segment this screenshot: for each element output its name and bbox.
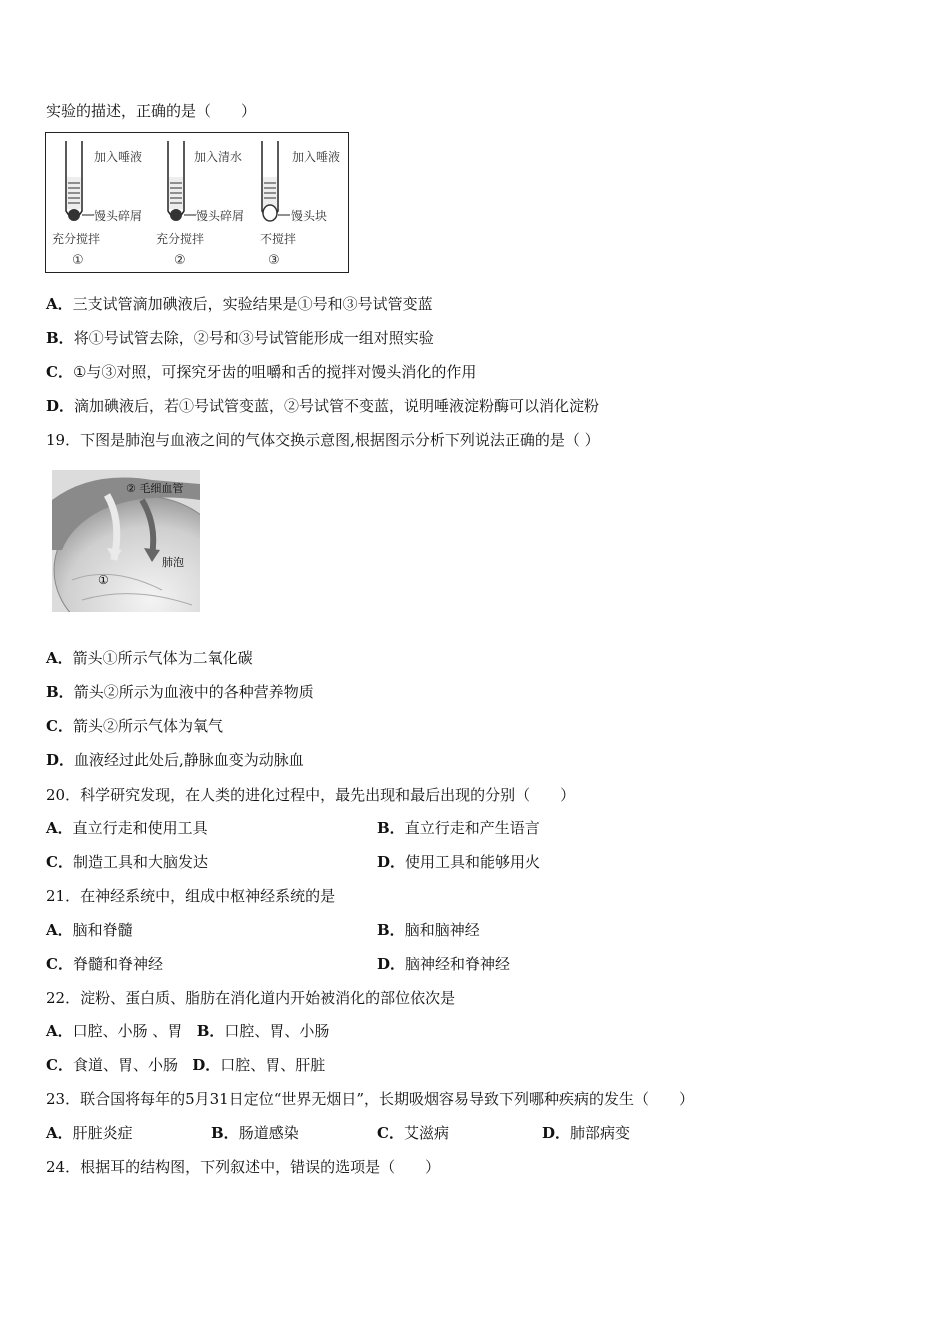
option-text: 肠道感染	[238, 1124, 299, 1142]
test-tube-1	[66, 141, 94, 221]
alveolus-diagram	[52, 470, 200, 612]
tube-2-stir-label: 充分搅拌	[156, 232, 205, 246]
option-text: 三支试管滴加碘液后，实验结果是①号和③号试管变蓝	[72, 295, 433, 313]
q22-option-d-text: 口腔、胃、肝脏	[220, 1056, 326, 1074]
option-label: C．	[377, 1124, 404, 1142]
option-text: 血液经过此处后,静脉血变为动脉血	[74, 751, 304, 769]
option-label: A．	[46, 921, 73, 939]
test-tube-2	[168, 141, 196, 221]
q21-option-c	[46, 954, 163, 974]
tube-3-number: ③	[268, 253, 280, 268]
q23-option-a	[46, 1123, 133, 1143]
test-tube-diagram	[46, 133, 348, 272]
q22-options-row-2	[46, 1055, 325, 1075]
q18-option-b	[46, 328, 434, 348]
tube-3-stir-label: 不搅拌	[260, 232, 297, 246]
q18-option-c	[46, 362, 476, 382]
option-text: 将①号试管去除，②号和③号试管能形成一组对照实验	[73, 329, 434, 347]
option-label: D．	[377, 853, 406, 871]
q23-option-d	[542, 1123, 630, 1143]
tube-2-bottom-label: 馒头碎屑	[196, 209, 245, 223]
q23-option-b	[211, 1123, 299, 1143]
tube-1-bottom-label: 馒头碎屑	[94, 209, 143, 223]
option-label: D．	[46, 751, 75, 769]
option-text: 肝脏炎症	[72, 1124, 133, 1142]
option-label: B．	[211, 1124, 239, 1142]
q22-option-a-text: 口腔、小肠 、胃	[72, 1022, 183, 1040]
option-label: B．	[46, 329, 74, 347]
option-label: B．	[377, 921, 405, 939]
q20-option-c	[46, 852, 208, 872]
question-22-stem: 22．淀粉、蛋白质、脂肪在消化道内开始被消化的部位依次是	[46, 989, 456, 1007]
q18-option-d	[46, 396, 599, 416]
question-24-stem: 24．根据耳的结构图，下列叙述中，错误的选项是（ ）	[46, 1158, 441, 1176]
option-text: 使用工具和能够用火	[405, 853, 541, 871]
q22-options-row-1	[46, 1021, 329, 1041]
q22-option-c-text: 食道、胃、小肠	[72, 1056, 178, 1074]
option-text: 脑和脑神经	[404, 921, 480, 939]
q20-option-a	[46, 818, 208, 838]
option-label: C．	[46, 853, 73, 871]
question-21-stem: 21．在神经系统中，组成中枢神经系统的是	[46, 887, 336, 905]
arrow-1-label: ①	[98, 573, 109, 587]
question-23-stem: 23．联合国将每年的5月31日定位“世界无烟日”，长期吸烟容易导致下列哪种疾病的发生（ ）	[46, 1090, 695, 1108]
tube-1-stir-label: 充分搅拌	[52, 232, 101, 246]
option-label: A．	[46, 295, 73, 313]
option-text: 脑神经和脊神经	[405, 955, 511, 973]
q20-option-d	[377, 852, 540, 872]
option-text: 艾滋病	[403, 1124, 449, 1142]
option-label: D．	[542, 1124, 571, 1142]
option-label: A．	[46, 1124, 73, 1142]
q21-option-a	[46, 920, 133, 940]
test-tube-3	[262, 141, 290, 221]
option-text: 箭头①所示气体为二氧化碳	[72, 649, 253, 667]
question-18-intro: 实验的描述，正确的是（ ）	[46, 102, 257, 120]
q21-option-d	[377, 954, 510, 974]
option-label: C．	[46, 1056, 73, 1074]
tube-3-top-label: 加入唾液	[292, 150, 341, 164]
option-text: 肺部病变	[570, 1124, 631, 1142]
option-text: 脊髓和脊神经	[72, 955, 163, 973]
alveolus-figure	[52, 470, 200, 612]
option-label: A．	[46, 1022, 73, 1040]
option-label: B．	[377, 819, 405, 837]
option-text: 制造工具和大脑发达	[72, 853, 208, 871]
option-label: D．	[46, 397, 75, 415]
test-tube-figure	[45, 132, 349, 273]
tube-2-number: ②	[174, 253, 186, 268]
option-label: A．	[46, 649, 73, 667]
q19-option-b	[46, 682, 314, 702]
option-label: D．	[377, 955, 406, 973]
option-label: C．	[46, 717, 73, 735]
option-text: 箭头②所示气体为氧气	[72, 717, 223, 735]
option-text: 脑和脊髓	[72, 921, 133, 939]
tube-2-top-label: 加入清水	[194, 150, 243, 164]
q20-option-b	[377, 818, 540, 838]
option-text: ①与③对照，可探究牙齿的咀嚼和舌的搅拌对馒头消化的作用	[72, 363, 477, 381]
option-label: B．	[46, 683, 74, 701]
q22-option-b-text: 口腔、胃、小肠	[224, 1022, 330, 1040]
question-20-stem: 20．科学研究发现，在人类的进化过程中，最先出现和最后出现的分别（ ）	[46, 786, 576, 804]
tube-1-top-label: 加入唾液	[94, 150, 143, 164]
alveolus-label: 肺泡	[162, 556, 184, 569]
q19-option-a	[46, 648, 253, 668]
q19-option-d	[46, 750, 304, 770]
q19-option-c	[46, 716, 223, 736]
q18-option-a	[46, 294, 433, 314]
option-text: 直立行走和使用工具	[72, 819, 208, 837]
option-label: C．	[46, 363, 73, 381]
question-19-stem: 19．下图是肺泡与血液之间的气体交换示意图,根据图示分析下列说法正确的是（ ）	[46, 431, 600, 449]
option-text: 直立行走和产生语言	[404, 819, 540, 837]
option-text: 滴加碘液后，若①号试管变蓝，②号试管不变蓝，说明唾液淀粉酶可以消化淀粉	[74, 397, 600, 415]
tube-3-bottom-label: 馒头块	[291, 209, 328, 223]
option-label: A．	[46, 819, 73, 837]
option-label: B．	[196, 1022, 225, 1040]
q21-option-b	[377, 920, 480, 940]
option-label: C．	[46, 955, 73, 973]
tube-1-number: ①	[72, 253, 84, 268]
capillary-label: ② 毛细血管	[126, 482, 184, 495]
q23-option-c	[377, 1123, 449, 1143]
option-label: D．	[192, 1056, 221, 1074]
option-text: 箭头②所示为血液中的各种营养物质	[73, 683, 314, 701]
